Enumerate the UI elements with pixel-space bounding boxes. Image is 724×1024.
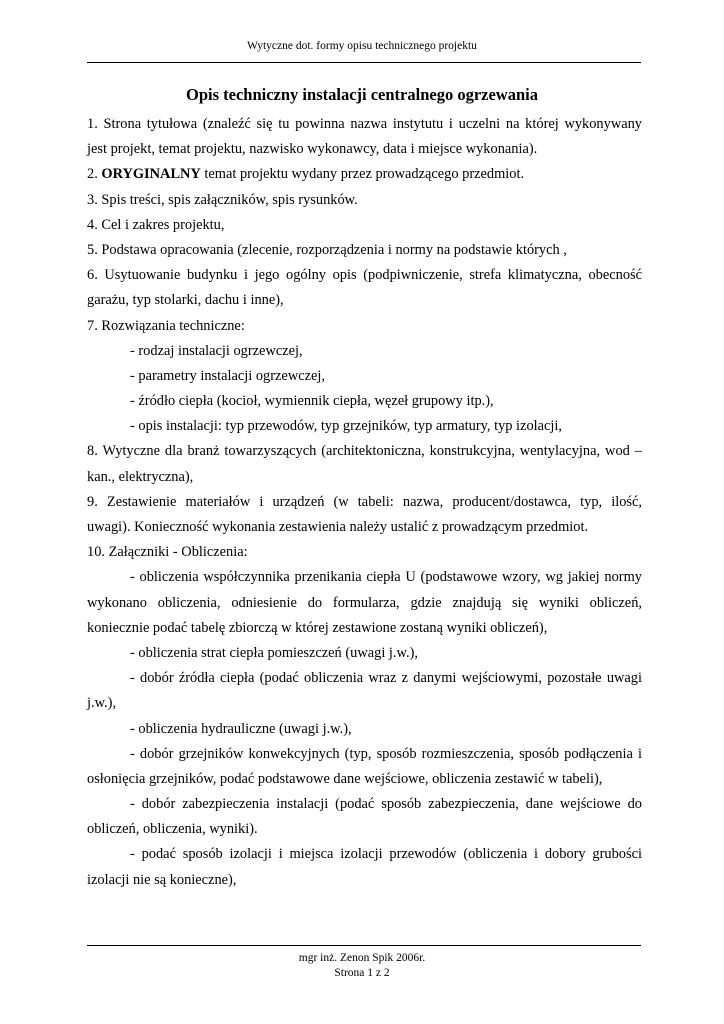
line-suffix: temat projektu wydany przez prowadzącego przedmiot. — [200, 166, 525, 183]
document-body — [87, 112, 642, 893]
list-item: - dobór źródła ciepła (podać obliczenia wraz z danymi wejściowymi, pozostałe uwagi — [130, 670, 642, 687]
text-line: wykonano obliczenia, odniesienie do formularza, gdzie znajdują się wyniki obliczeń, — [87, 594, 642, 611]
text-line: j.w.), — [87, 695, 117, 712]
page-number: Strona 1 z 2 — [334, 967, 390, 979]
text-line: osłonięcia grzejników, podać podstawowe dane wejściowe, obliczenia zestawić w tabeli), — [87, 770, 603, 787]
list-item: - rodzaj instalacji ogrzewczej, — [130, 342, 303, 359]
list-item: - parametry instalacji ogrzewczej, — [130, 367, 325, 384]
text-line: kan., elektryczna), — [87, 468, 194, 485]
text-line: 9. Zestawienie materiałów i urządzeń (w tabeli: nazwa, producent/dostawca, typ, ilość, — [87, 493, 642, 510]
list-item: - podać sposób izolacji i miejsca izolacji przewodów (obliczenia i dobory grubości — [130, 846, 642, 863]
running-footer — [0, 951, 724, 981]
text-line: 8. Wytyczne dla branż towarzyszących (architektoniczna, konstrukcyjna, wentylacyjna, wod – — [87, 443, 642, 460]
text-line: 4. Cel i zakres projektu, — [87, 216, 225, 233]
text-line: obliczeń, obliczenia, wyniki). — [87, 821, 258, 838]
list-item: - dobór grzejników konwekcyjnych (typ, sposób rozmieszczenia, sposób podłączenia i — [130, 745, 642, 762]
text-line: garażu, typ stolarki, dachu i inne), — [87, 292, 284, 309]
header-divider — [87, 62, 641, 63]
list-item: - opis instalacji: typ przewodów, typ grzejników, typ armatury, typ izolacji, — [130, 418, 563, 435]
line-prefix: 2. — [87, 166, 102, 183]
text-line: koniecznie podać tabelę zbiorczą w której zestawione zostaną wyniki obliczeń), — [87, 619, 548, 636]
text-line: uwagi). Konieczność wykonania zestawienia należy ustalić z prowadzącym przedmiot. — [87, 519, 589, 535]
list-item: - obliczenia współczynnika przenikania ciepła U (podstawowe wzory, wg jakiej normy — [130, 569, 642, 586]
text-line: 3. Spis treści, spis załączników, spis rysunków. — [87, 191, 358, 208]
text-line: jest projekt, temat projektu, nazwisko wykonawcy, data i miejsce wykonania). — [87, 141, 538, 158]
footer-divider — [87, 945, 641, 946]
footer-author: mgr inż. Zenon Spik 2006r. — [298, 952, 426, 964]
text-line: 6. Usytuowanie budynku i jego ogólny opis (podpiwniczenie, strefa klimatyczna, obecność — [87, 267, 642, 284]
text-line: izolacji nie są konieczne), — [87, 871, 237, 888]
text-line: 1. Strona tytułowa (znaleźć się tu powinna nazwa instytutu i uczelni na której wykonywany — [87, 116, 642, 132]
document-title: Opis techniczny instalacji centralnego ogrzewania — [186, 85, 538, 104]
text-line: 10. Załączniki - Obliczenia: — [87, 544, 248, 561]
text-line: 5. Podstawa opracowania (zlecenie, rozporządzenia i normy na podstawie których , — [87, 241, 567, 258]
list-item: - obliczenia strat ciepła pomieszczeń (uwagi j.w.), — [130, 644, 418, 661]
list-item: - obliczenia hydrauliczne (uwagi j.w.), — [130, 720, 352, 737]
list-item: - dobór zabezpieczenia instalacji (podać sposób zabezpieczenia, dane wejściowe do — [130, 796, 642, 813]
bold-emphasis: ORYGINALNY — [101, 166, 201, 183]
running-header: Wytyczne dot. formy opisu technicznego projektu — [247, 40, 477, 52]
text-line: 7. Rozwiązania techniczne: — [87, 317, 245, 334]
text-line — [87, 162, 642, 187]
list-item: - źródło ciepła (kocioł, wymiennik ciepła, węzeł grupowy itp.), — [130, 393, 494, 410]
